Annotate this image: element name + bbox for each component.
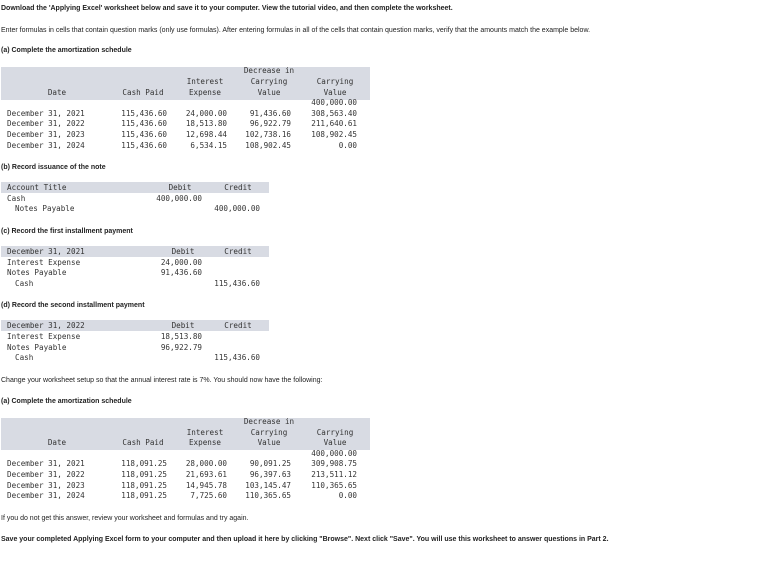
part-a2-title: (a) Complete the amortization schedule xyxy=(1,398,132,405)
amort2-row4-interest: 7,725.60 xyxy=(190,491,227,500)
amort2-row3-carrying: 110,365.65 xyxy=(311,481,357,490)
amort1-row2-cash: 115,436.60 xyxy=(121,119,167,128)
amort1-header-cash-paid: Cash Paid xyxy=(122,88,164,97)
amort1-initial-value: 400,000.00 xyxy=(311,98,357,107)
journal-d-header-date: December 31, 2022 xyxy=(7,321,85,330)
journal-b-header-credit: Credit xyxy=(224,183,252,192)
intro-text: Download the 'Applying Excel' worksheet below and save it to your computer. View the tutorial video, and then complete the worksheet. xyxy=(1,5,453,12)
amort2-header-interest: Interest xyxy=(186,428,224,437)
amort2-row2-cash: 118,091.25 xyxy=(121,470,167,479)
amort2-header-expense: Expense xyxy=(188,438,221,447)
amort2-row4-carrying: 0.00 xyxy=(338,491,357,500)
journal-d-acct1: Interest Expense xyxy=(7,332,81,341)
amort1-row2-date: December 31, 2022 xyxy=(7,119,85,128)
journal-d-acct3-credit: 115,436.60 xyxy=(214,353,260,362)
amort2-row2-carrying: 213,511.12 xyxy=(311,470,357,479)
amort1-header-decrease-carrying: Carrying xyxy=(250,77,288,86)
amort1-row1-interest: 24,000.00 xyxy=(185,109,227,118)
journal-c-header-debit: Debit xyxy=(171,247,195,256)
journal-c-header-date: December 31, 2021 xyxy=(7,247,85,256)
journal-b-acct1-debit: 400,000.00 xyxy=(156,194,202,203)
amort2-row1-date: December 31, 2021 xyxy=(7,459,85,468)
amort2-row3-decrease: 103,145.47 xyxy=(245,481,291,490)
amort2-row2-decrease: 96,397.63 xyxy=(249,470,291,479)
journal-d-acct3: Cash xyxy=(15,353,34,362)
journal-c-acct3: Cash xyxy=(15,279,34,288)
amort1-header-date: Date xyxy=(47,88,67,97)
journal-c-acct2: Notes Payable xyxy=(7,268,67,277)
amort1-header-expense: Expense xyxy=(188,88,221,97)
journal-d-acct1-debit: 18,513.80 xyxy=(160,332,202,341)
amort2-row1-decrease: 90,091.25 xyxy=(249,459,291,468)
amort1-row4-carrying: 0.00 xyxy=(338,141,357,150)
journal-b-header-title: Account Title xyxy=(7,183,67,192)
change-rate-text: Change your worksheet setup so that the annual interest rate is 7%. You should now have the following: xyxy=(1,377,323,384)
amort2-header-decrease-value: Value xyxy=(257,438,281,447)
amort2-row3-interest: 14,945.78 xyxy=(185,481,227,490)
amort1-header-decrease-value: Value xyxy=(257,88,281,97)
journal-d-acct2-debit: 96,922.79 xyxy=(160,343,202,352)
amort2-header-date: Date xyxy=(47,438,67,447)
amort1-header-carrying: Carrying xyxy=(316,77,354,86)
amort1-row4-decrease: 108,902.45 xyxy=(245,141,291,150)
journal-c-acct3-credit: 115,436.60 xyxy=(214,279,260,288)
amort2-row2-interest: 21,693.61 xyxy=(185,470,227,479)
journal-b-acct1: Cash xyxy=(7,194,26,203)
amort2-header-decrease: Decrease in xyxy=(243,417,295,426)
journal-d-acct2: Notes Payable xyxy=(7,343,67,352)
amort1-row2-decrease: 96,922.79 xyxy=(249,119,291,128)
amort1-row1-decrease: 91,436.60 xyxy=(249,109,291,118)
amort2-row1-carrying: 309,908.75 xyxy=(311,459,357,468)
part-b-title: (b) Record issuance of the note xyxy=(1,164,106,171)
journal-c-acct1: Interest Expense xyxy=(7,258,81,267)
amort2-row2-date: December 31, 2022 xyxy=(7,470,85,479)
amort1-header-decrease: Decrease in xyxy=(243,66,295,75)
amort1-header-interest: Interest xyxy=(186,77,224,86)
journal-d-header-debit: Debit xyxy=(171,321,195,330)
amort2-initial-value: 400,000.00 xyxy=(311,449,357,458)
amort2-header-cash-paid: Cash Paid xyxy=(122,438,164,447)
amort1-row2-interest: 18,513.80 xyxy=(185,119,227,128)
amort1-row3-carrying: 108,902.45 xyxy=(311,130,357,139)
journal-b-acct2: Notes Payable xyxy=(15,204,75,213)
amort2-row1-interest: 28,000.00 xyxy=(185,459,227,468)
amort1-row4-interest: 6,534.15 xyxy=(190,141,227,150)
part-a-title: (a) Complete the amortization schedule xyxy=(1,47,132,54)
journal-b-header-debit: Debit xyxy=(168,183,192,192)
amort1-row3-date: December 31, 2023 xyxy=(7,130,85,139)
amort2-header-decrease-carrying: Carrying xyxy=(250,428,288,437)
amort1-row4-date: December 31, 2024 xyxy=(7,141,85,150)
journal-c-header-credit: Credit xyxy=(224,247,252,256)
amort2-row3-cash: 118,091.25 xyxy=(121,481,167,490)
amort2-row4-decrease: 110,365.65 xyxy=(245,491,291,500)
journal-c-acct1-debit: 24,000.00 xyxy=(160,258,202,267)
instructions-text: Enter formulas in cells that contain question marks (only use formulas). After entering formulas in all of the cells that contain question marks, verify that the amounts match the example below. xyxy=(1,27,591,34)
amort2-header-carrying: Carrying xyxy=(316,428,354,437)
amort2-row4-cash: 118,091.25 xyxy=(121,491,167,500)
amort1-row1-cash: 115,436.60 xyxy=(121,109,167,118)
part-d-title: (d) Record the second installment payment xyxy=(1,302,145,309)
amort2-row1-cash: 118,091.25 xyxy=(121,459,167,468)
amort1-row3-cash: 115,436.60 xyxy=(121,130,167,139)
amort2-row3-date: December 31, 2023 xyxy=(7,481,85,490)
amort1-header-carrying-value: Value xyxy=(323,88,347,97)
save-instructions: Save your completed Applying Excel form to your computer and then upload it here by clicking "Browse". Next click "Save". You will use this worksheet to answer questions in Part 2. xyxy=(1,536,609,543)
amort2-header-carrying-value: Value xyxy=(323,438,347,447)
journal-d-header-credit: Credit xyxy=(224,321,252,330)
review-text: If you do not get this answer, review your worksheet and formulas and try again. xyxy=(1,515,249,522)
amort1-row1-carrying: 308,563.40 xyxy=(311,109,357,118)
amort1-row4-cash: 115,436.60 xyxy=(121,141,167,150)
amort1-row3-decrease: 102,738.16 xyxy=(245,130,291,139)
part-c-title: (c) Record the first installment payment xyxy=(1,228,133,235)
journal-c-acct2-debit: 91,436.60 xyxy=(160,268,202,277)
amort1-row2-carrying: 211,640.61 xyxy=(311,119,357,128)
amort1-row3-interest: 12,698.44 xyxy=(185,130,227,139)
journal-b-acct2-credit: 400,000.00 xyxy=(214,204,260,213)
amort2-row4-date: December 31, 2024 xyxy=(7,491,85,500)
amort1-row1-date: December 31, 2021 xyxy=(7,109,85,118)
